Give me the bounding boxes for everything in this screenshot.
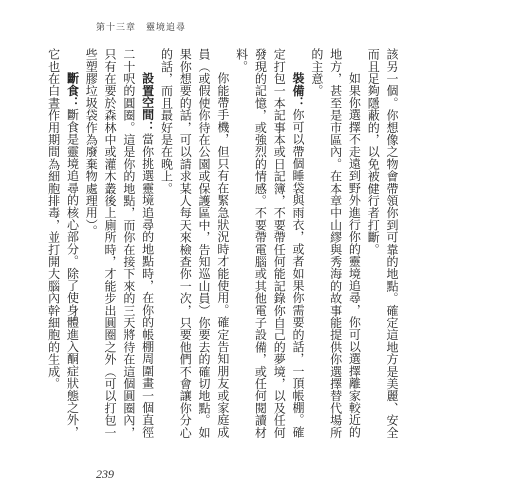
space-text: 當你挑選靈境追尋的地點時，在你的帳棚周圍畫一個直徑二十呎的圓圈。這是你的地點，而你在接下來的三天將待在這個圓圈內，只有在要於森林中或灌木叢後上廁所時，才能步出圓圈之外（可以打包一些塑膠垃圾袋作為廢棄物處理用）。	[84, 48, 155, 439]
term-equipment: 裝備：	[291, 72, 306, 109]
paragraph-continuation: 該另一個。你想像之物會帶領你到可靠的地點。確定這地方是美麗、安全而且足夠隱蔽的，以免被健行者打斷。	[366, 48, 399, 439]
term-space: 設置空間：	[140, 72, 155, 133]
paragraph-location: 如果你選擇不走遠到野外進行你的靈境追尋，你可以選擇離家較近的地方，甚至是市區內。在本章中山繆與秀海的故事能提供你選擇替代場所的主意。	[309, 48, 362, 439]
page-number: 239	[96, 467, 114, 481]
fasting-text: 斷食是靈境追尋的核心部分。除了使身體進入酮症狀態之外，它也在白晝作用期間為細胞排毒，並打開大腦內幹細胞的生成。	[46, 48, 80, 439]
paragraph-fasting	[44, 48, 82, 443]
paragraph-space	[81, 48, 156, 443]
paragraph-phone: 你能帶手機，但只有在緊急狀況時才能使用。確定告知朋友或家庭成員（或假使你待在公園或保護區中，告知巡山員）你要去的確切地點。如果你想要的話，可以請求某人每天來檢查你一次，只要他們不會讓你分心的話，而且最好是在晚上。	[159, 48, 230, 439]
paragraph-equipment	[232, 48, 307, 443]
term-fasting: 斷食：	[65, 72, 80, 109]
running-head: 第十三章 靈境追尋	[96, 23, 187, 33]
body-text	[46, 48, 401, 443]
equipment-text: 你可以帶個睡袋與雨衣，或者如果你需要的話，一頂帳棚。確定打包一本記事本或日記簿，不要帶任何能記錄你自己的夢境，以及任何發現的記憶，或強烈的情感。不要帶電腦或其他電子設備，或任何閱讀材料。	[234, 48, 306, 439]
